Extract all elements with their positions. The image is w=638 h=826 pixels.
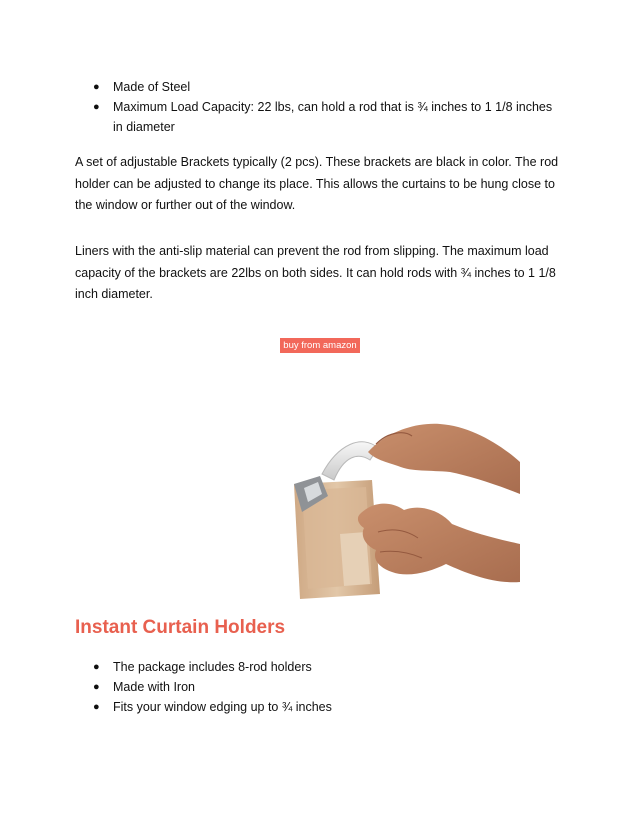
curtain-holder-clip	[322, 442, 378, 480]
list-item	[0, 77, 553, 97]
buy-from-amazon-button[interactable]: buy from amazon	[280, 338, 359, 353]
paragraph-brackets: A set of adjustable Brackets typically (2 pcs). These brackets are black in color. The rod holder can be adjusted to change its place. This allows the curtains to be hung close to the window or further out of the window.	[75, 155, 559, 212]
buy-button-row	[0, 335, 638, 353]
list-item-text: The package includes 8-rod holders	[113, 660, 312, 674]
paragraph-liners: Liners with the anti-slip material can prevent the rod from slipping. The maximum load capacity of the brackets are 22lbs on both sides. It can hold rods with ¾ inches to 1 1/8 inch diameter.	[75, 244, 556, 301]
list-item-text: Made with Iron	[113, 680, 195, 694]
list-item	[0, 97, 553, 137]
bullet-icon: ●	[93, 701, 100, 713]
bullet-icon: ●	[93, 81, 100, 93]
feature-list-bottom	[0, 657, 553, 717]
list-item-text: Maximum Load Capacity: 22 lbs, can hold a rod that is ¾ inches to 1 1/8 inches in diameter	[113, 100, 553, 134]
lower-hand	[358, 504, 520, 583]
list-item-text: Made of Steel	[113, 80, 191, 94]
product-image	[280, 414, 520, 599]
list-item	[0, 697, 553, 717]
list-item	[0, 677, 553, 697]
list-item-text: Fits your window edging up to ¾ inches	[113, 700, 332, 714]
list-item	[0, 657, 553, 677]
feature-list-top	[0, 77, 553, 137]
bullet-icon: ●	[93, 681, 100, 693]
section-title: Instant Curtain Holders	[75, 617, 286, 638]
bullet-icon: ●	[93, 101, 100, 113]
bullet-icon: ●	[93, 661, 100, 673]
